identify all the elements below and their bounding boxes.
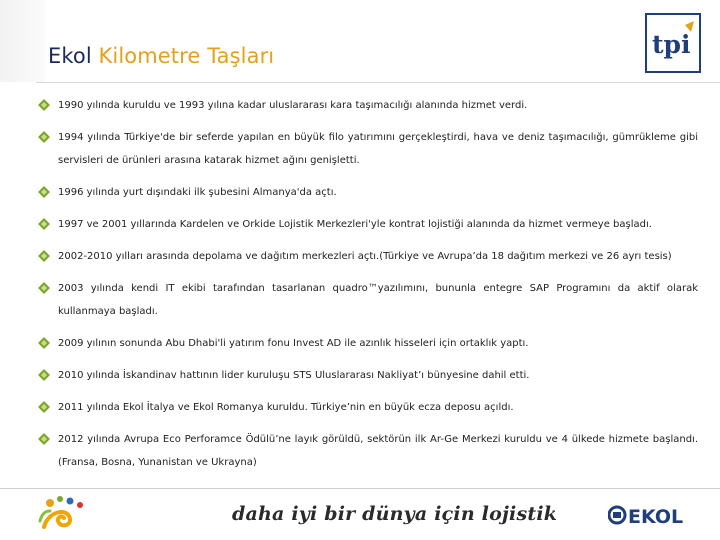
milestone-item — [38, 213, 698, 236]
milestone-item — [38, 277, 698, 323]
header-divider — [36, 82, 720, 83]
diamond-bullet-icon — [38, 401, 50, 413]
milestone-item — [38, 332, 698, 355]
milestone-item — [38, 364, 698, 387]
diamond-bullet-icon — [38, 369, 50, 381]
milestone-text: 1997 ve 2001 yıllarında Kardelen ve Orkide Lojistik Merkezleri'yle kontrat lojistiği alanında da hizmet vermeye başladı. — [58, 219, 652, 230]
ekol-wordmark-text: EKOL — [628, 506, 684, 528]
diamond-bullet-icon — [38, 337, 50, 349]
milestone-text: 2012 yılında Avrupa Eco Perforamce Ödülü’ne layık görüldü, sektörün ilk Ar-Ge Merkezi kuruldu ve 4 ülkede hizmete başlandı. (Fransa, Bosna, Yunanistan ve Ukrayna) — [58, 434, 698, 468]
milestone-text: 1996 yılında yurt dışındaki ilk şubesini Almanya'da açtı. — [58, 187, 337, 198]
page-title — [48, 44, 274, 68]
milestone-item — [38, 181, 698, 204]
milestone-text: 1990 yılında kuruldu ve 1993 yılına kadar uluslararası kara taşımacılığı alanında hizmet verdi. — [58, 100, 528, 111]
tpi-logo — [645, 13, 701, 73]
milestone-text: 2003 yılında kendi IT ekibi tarafından tasarlanan quadro™yazılımını, bununla entegre SAP Programını da aktif olarak kullanmaya başladı. — [58, 283, 698, 317]
milestone-item — [38, 245, 698, 268]
milestone-text: 2009 yılının sonunda Abu Dhabi'li yatırım fonu Invest AD ile azınlık hisseleri için ortaklık yaptı. — [58, 338, 529, 349]
milestone-item — [38, 126, 698, 172]
title-part-1: Ekol — [48, 44, 92, 68]
title-part-2: Kilometre Taşları — [98, 44, 275, 68]
milestone-text: 2002-2010 yılları arasında depolama ve dağıtım merkezleri açtı.(Türkiye ve Avrupa’da 18 dağıtım merkezi ve 26 ayrı tesis) — [58, 251, 672, 262]
footer-slogan: daha iyi bir dünya için lojistik — [232, 503, 558, 525]
diamond-bullet-icon — [38, 250, 50, 262]
milestone-item — [38, 94, 698, 117]
ekol-wordmark-logo — [608, 501, 692, 529]
footer-divider — [0, 488, 720, 489]
milestone-list — [38, 94, 698, 483]
tpi-logo-graphic — [647, 15, 699, 71]
diamond-bullet-icon — [38, 131, 50, 143]
milestone-item — [38, 396, 698, 419]
milestone-item — [38, 428, 698, 474]
diamond-bullet-icon — [38, 433, 50, 445]
diamond-bullet-icon — [38, 99, 50, 111]
milestone-text: 2011 yılında Ekol İtalya ve Ekol Romanya kuruldu. Türkiye’nin en büyük ecza deposu açıldı. — [58, 402, 514, 413]
ekol-swirl-logo — [34, 493, 96, 537]
tpi-logo-text: tpi — [652, 30, 691, 59]
corner-shade — [0, 0, 46, 82]
diamond-bullet-icon — [38, 218, 50, 230]
diamond-bullet-icon — [38, 282, 50, 294]
milestone-text: 2010 yılında İskandinav hattının lider kuruluşu STS Uluslararası Nakliyat’ı bünyesine dahil etti. — [58, 370, 530, 381]
milestone-text: 1994 yılında Türkiye'de bir seferde yapılan en büyük filo yatırımını gerçekleştirdi, hava ve deniz taşımacılığı, gümrükleme gibi servisleri de ürünleri arasına katarak hizmet ağını genişletti. — [58, 132, 698, 166]
diamond-bullet-icon — [38, 186, 50, 198]
